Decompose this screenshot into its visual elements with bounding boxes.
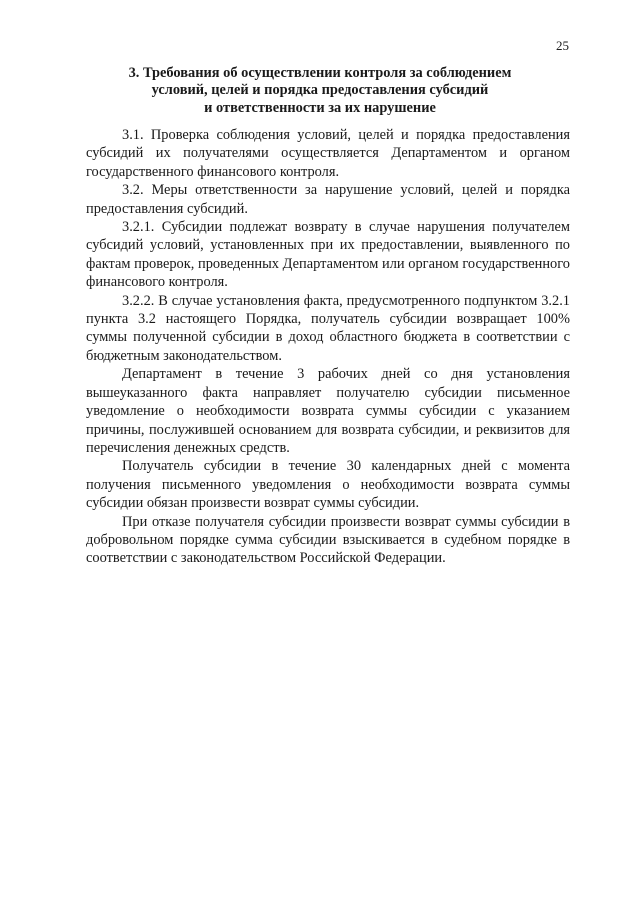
paragraph-3-2-1: 3.2.1. Субсидии подлежат возврату в случае нарушения получателем субсидий условий, установленных при их предоставлении, выявленного по фактам проверок, проведенных Департаментом или органом государственного финансового контроля. — [86, 219, 570, 291]
section-heading — [86, 65, 554, 117]
heading-line-2: условий, целей и порядка предоставления субсидий — [151, 82, 489, 99]
paragraph-repayment-term: Получатель субсидии в течение 30 календарных дней с момента получения письменного уведомления о необходимости возврата суммы субсидии обязан произвести возврат суммы субсидии. — [86, 458, 570, 512]
paragraph-judicial-recovery: При отказе получателя субсидии произвести возврат суммы субсидии в добровольном порядке сумма субсидии взыскивается в судебном порядке в соответствии с законодательством Российской Федерации. — [86, 513, 570, 567]
paragraph-3-2: 3.2. Меры ответственности за нарушение условий, целей и порядка предоставления субсидий. — [86, 182, 570, 217]
section-body — [86, 126, 570, 568]
heading-line-3: и ответственности за их нарушение — [204, 99, 436, 116]
page-number: 25 — [556, 38, 569, 53]
heading-line-1: 3. Требования об осуществлении контроля за соблюдением — [128, 65, 512, 81]
paragraph-3-2-2: 3.2.2. В случае установления факта, предусмотренного подпунктом 3.2.1 пункта 3.2 настоящего Порядка, получатель субсидии возвращает 100% суммы полученной субсидии в доход областного бюджета в соответствии с бюджетным законодательством. — [86, 292, 570, 364]
paragraph-notification: Департамент в течение 3 рабочих дней со дня установления вышеуказанного факта направляет получателю субсидии письменное уведомление о необходимости возврата суммы субсидии с указанием причины, послужившей основанием для возврата субсидии, и реквизитов для перечисления денежных средств. — [86, 366, 570, 456]
paragraph-3-1: 3.1. Проверка соблюдения условий, целей и порядка предоставления субсидий их получателями осуществляется Департаментом и органом государственного финансового контроля. — [86, 127, 570, 180]
